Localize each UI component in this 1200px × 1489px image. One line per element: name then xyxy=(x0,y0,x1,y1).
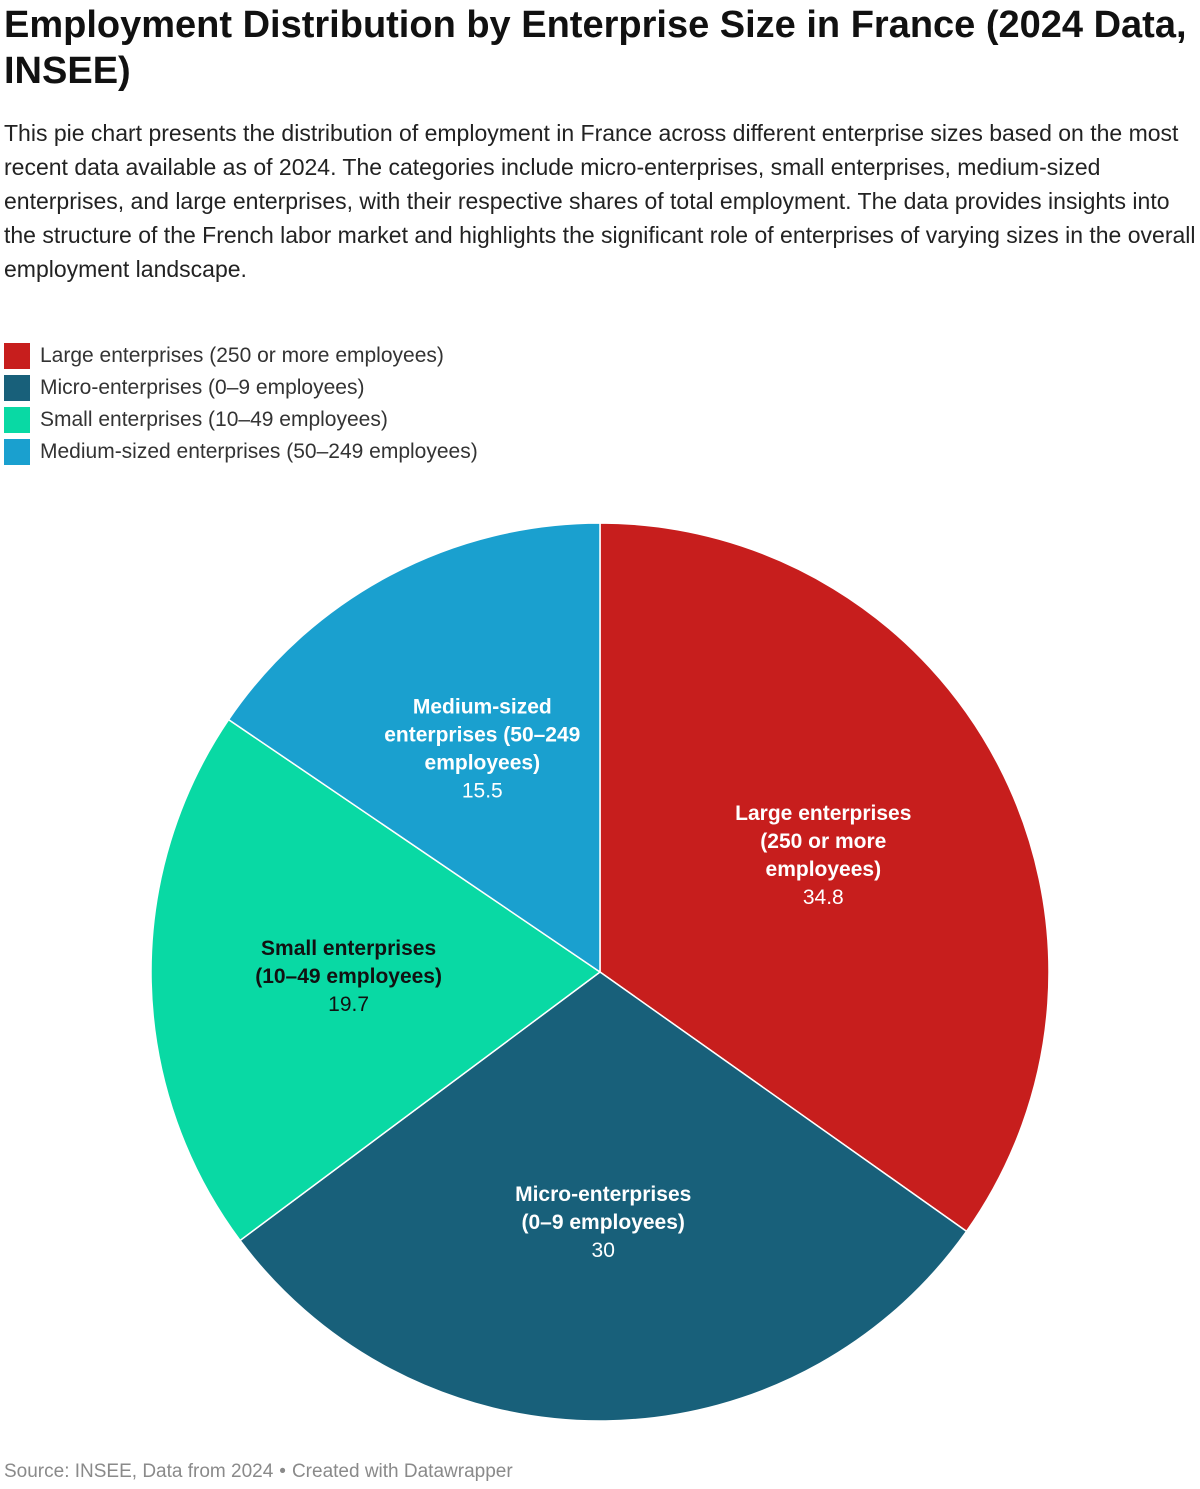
slice-label-micro-line-1: Micro-enterprises xyxy=(515,1182,692,1206)
slice-label-medium-line-2: enterprises (50–249 xyxy=(384,723,581,747)
legend-label-medium: Medium-sized enterprises (50–249 employees) xyxy=(40,440,478,463)
pie-chart-svg xyxy=(0,470,1200,1440)
legend-swatch-small xyxy=(4,407,30,433)
legend-item-small xyxy=(4,404,478,436)
slice-label-small-line-2: (10–49 employees) xyxy=(255,965,442,989)
slice-label-large-line-2: (250 or more xyxy=(760,829,887,853)
slice-value-micro: 30 xyxy=(591,1238,615,1262)
legend-swatch-large xyxy=(4,343,30,369)
chart-legend xyxy=(4,340,478,468)
legend-label-large: Large enterprises (250 or more employees) xyxy=(40,344,444,367)
source-note: Source: INSEE, Data from 2024 xyxy=(4,1461,274,1482)
slice-label-large-line-1: Large enterprises xyxy=(735,801,912,825)
slice-label-micro-line-2: (0–9 employees) xyxy=(521,1210,685,1234)
legend-item-micro xyxy=(4,372,478,404)
chart-title: Employment Distribution by Enterprise Size in France (2024 Data, INSEE) xyxy=(4,4,1187,92)
legend-label-small: Small enterprises (10–49 employees) xyxy=(40,408,388,431)
slice-label-medium-line-1: Medium-sized xyxy=(412,695,552,719)
legend-swatch-micro xyxy=(4,375,30,401)
chart-description: This pie chart presents the distribution of employment in France across different enterprise sizes based on the most recent data available as of 2024. The categories include micro-enterprises, small enterprises, medium-sized enterprises, and large enterprises, with their respective shares of total employment. The data provides insights into the structure of the French labor market and highlights the significant role of enterprises of varying sizes in the overall employment landscape. xyxy=(4,120,1196,282)
slice-label-medium-line-3: employees) xyxy=(424,751,541,775)
slice-value-medium: 15.5 xyxy=(461,779,503,803)
footer-separator: • xyxy=(279,1461,286,1482)
legend-swatch-medium xyxy=(4,439,30,465)
legend-label-micro: Micro-enterprises (0–9 employees) xyxy=(40,376,365,399)
slice-label-small-line-1: Small enterprises xyxy=(261,937,437,961)
legend-item-medium xyxy=(4,436,478,468)
slice-value-small: 19.7 xyxy=(328,993,370,1017)
pie-chart xyxy=(0,470,1200,1440)
slice-label-large-line-3: employees) xyxy=(765,857,882,881)
legend-item-large xyxy=(4,340,478,372)
chart-footer xyxy=(4,1461,513,1483)
slice-value-large: 34.8 xyxy=(802,885,844,909)
credit-note: Created with Datawrapper xyxy=(291,1461,513,1482)
